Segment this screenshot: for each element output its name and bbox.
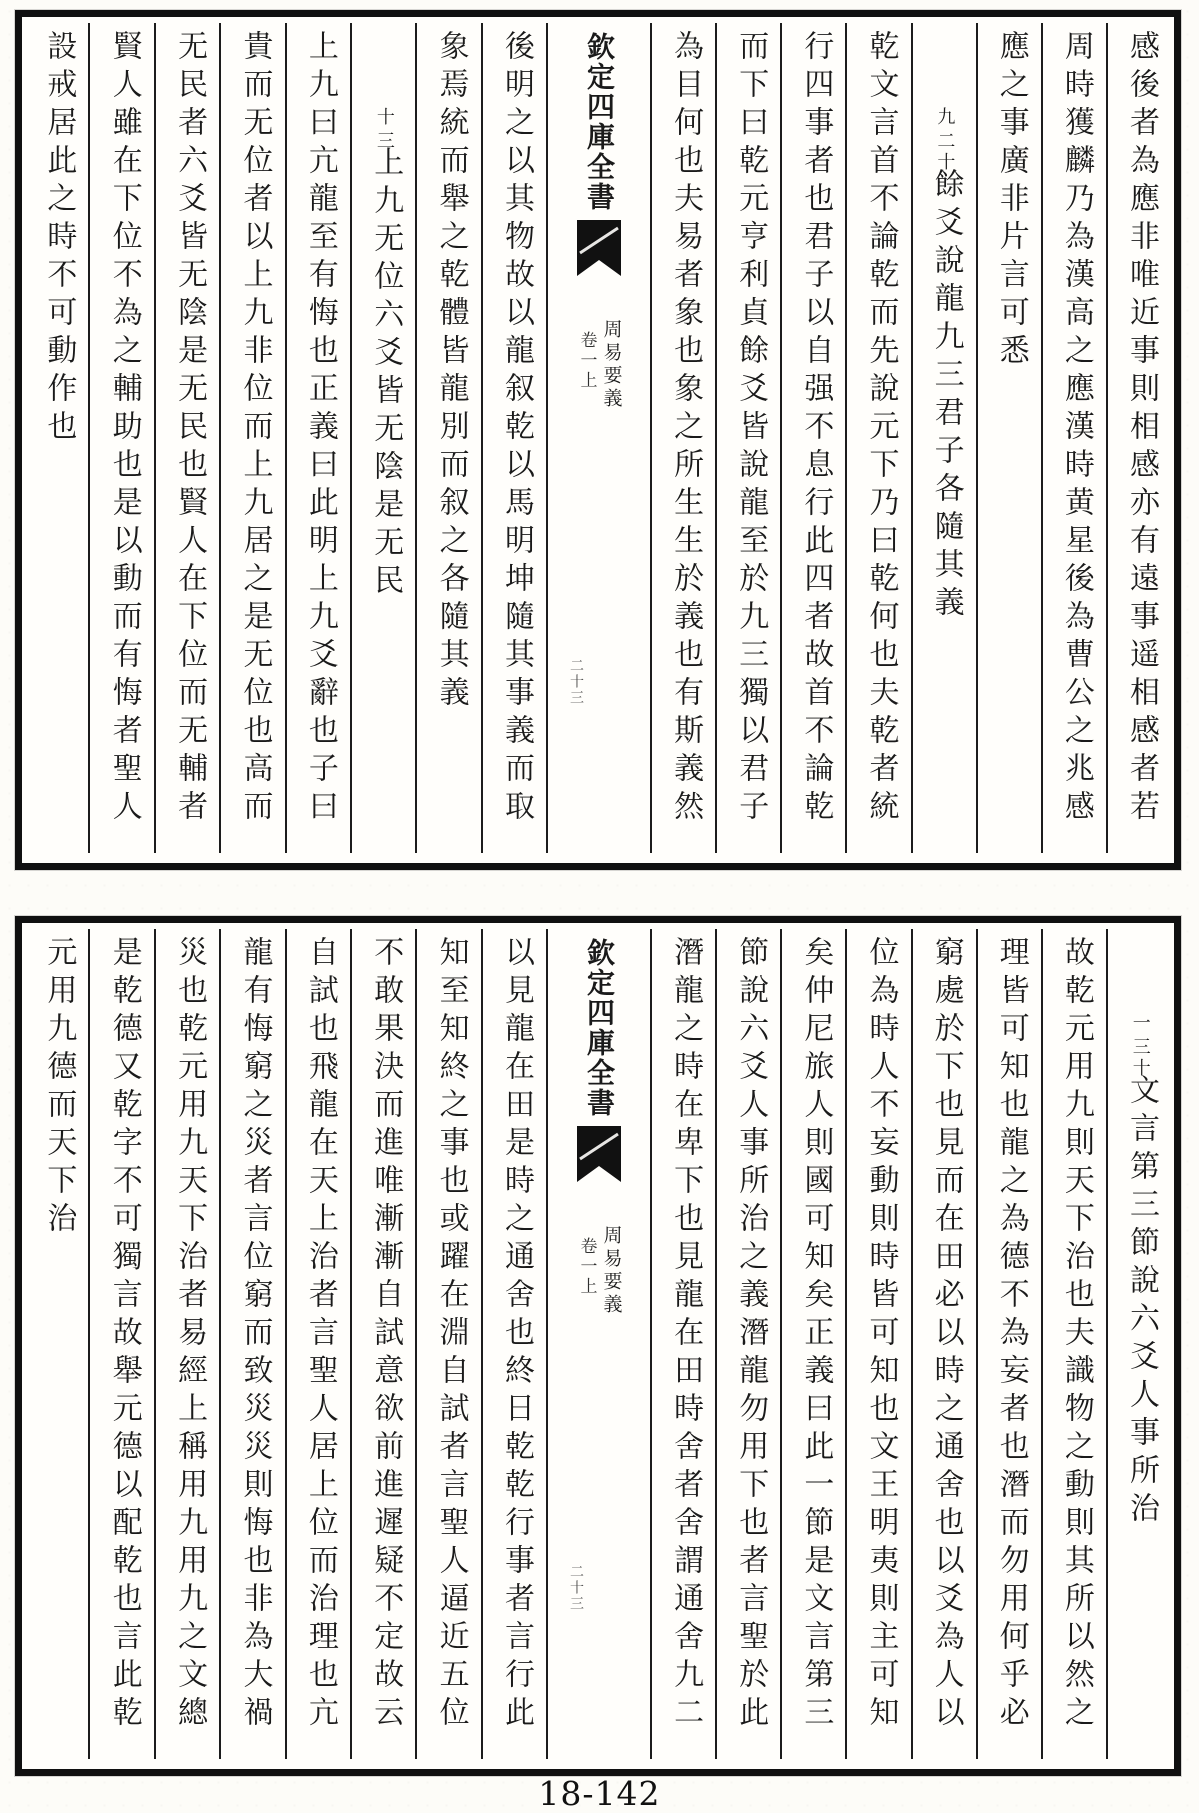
column-text: 感後者為應非唯近事則相感亦有遠事遥相感者若 [1124, 30, 1159, 828]
column-text: 知至知終之事也或躍在淵自試者言聖人逼近五位 [433, 936, 469, 1734]
column-text: 象焉統而舉之乾體皆龍別而叙之各隨其義 [433, 30, 469, 714]
column-text: 餘爻說龍九三君子各隨其義 [928, 168, 964, 624]
text-column [285, 23, 350, 853]
text-column [1106, 929, 1171, 1759]
column-text: 是乾德又乾字不可獨言故舉元德以配乾也言此乾 [106, 936, 142, 1734]
column-text: 為目何也夫易者象也象之所生生於義也有斯義然 [668, 30, 704, 828]
work-title: 周易要義 [600, 1225, 623, 1317]
column-area [22, 17, 1174, 863]
column-text: 故乾元用九則天下治也夫識物之動則其所以然之 [1058, 936, 1094, 1734]
column-area [22, 923, 1174, 1769]
column-text: 无民者六爻皆无陰是无民也賢人在下位而无輔者 [172, 30, 208, 828]
column-text: 窮處於下也見而在田必以時之通舍也以爻為人以 [928, 936, 964, 1734]
text-block-bottom [15, 916, 1181, 1776]
text-column [88, 929, 153, 1759]
column-text: 矣仲尼旅人則國可知矣正義曰此一節是文言第三 [798, 936, 834, 1734]
column-text: 上九曰亢龍至有悔也正義曰此明上九爻辭也子曰 [302, 30, 338, 828]
column-text: 應之事廣非片言可悉 [993, 30, 1029, 372]
text-column [976, 929, 1041, 1759]
text-column [219, 23, 284, 853]
section-number: 三十 一 [1129, 1013, 1151, 1079]
column-text: 龍有悔窮之災者言位窮而致災災則悔也非為大禍 [237, 936, 273, 1734]
text-column [715, 23, 780, 853]
fishtail-mark-icon [576, 1125, 622, 1183]
column-text: 行四事者也君子以自强不息行此四者故首不論乾 [798, 30, 834, 828]
text-column [219, 929, 284, 1759]
text-column [285, 929, 350, 1759]
column-text: 理皆可知也龍之為德不為妄者也潛而勿用何乎必 [993, 936, 1029, 1734]
chapter-label: 卷一上 [576, 1237, 597, 1297]
text-column [845, 23, 910, 853]
column-text: 設戒居此之時不可動作也 [41, 30, 77, 448]
column-text: 而下曰乾元亨利貞餘爻皆說龍至於九三獨以君子 [733, 30, 769, 828]
column-text: 自試也飛龍在天上治者言聖人居上位而治理也亢 [302, 936, 338, 1734]
text-column [1041, 23, 1106, 853]
column-text: 元用九德而天下治 [41, 936, 77, 1240]
running-title [578, 1225, 621, 1317]
text-column [845, 929, 910, 1759]
folio-number: 二十三 [568, 657, 584, 706]
folio-number: 二十三 [568, 1563, 584, 1612]
text-column [350, 929, 415, 1759]
text-column [650, 929, 715, 1759]
column-text: 乾文言首不論乾而先說元下乃曰乾何也夫乾者統 [863, 30, 899, 828]
left-column-group [25, 929, 546, 1759]
text-column [350, 23, 415, 853]
text-block-top [15, 10, 1181, 870]
text-column [25, 929, 88, 1759]
running-title [578, 319, 621, 411]
text-column [154, 929, 219, 1759]
text-column [25, 23, 88, 853]
text-column [154, 23, 219, 853]
column-text: 上九无位六爻皆无陰是无民 [368, 146, 404, 602]
column-text: 以見龍在田是時之通舍也終日乾乾行事者言行此 [499, 936, 534, 1734]
text-column [415, 929, 480, 1759]
right-column-group [650, 929, 1171, 1759]
text-column [976, 23, 1041, 853]
text-column [911, 23, 976, 853]
text-column [650, 23, 715, 853]
text-column [911, 929, 976, 1759]
column-text: 文言第三節說六爻人事所治 [1124, 1074, 1159, 1530]
text-column [1041, 929, 1106, 1759]
chapter-label: 卷一上 [576, 331, 597, 391]
text-column [780, 23, 845, 853]
fishtail-mark-icon [576, 219, 622, 277]
work-title: 周易要義 [600, 319, 623, 411]
series-title: 欽定四庫全書 [583, 938, 616, 1118]
section-number: 二十 九 [934, 107, 956, 173]
text-column [481, 23, 546, 853]
series-title-column [546, 23, 650, 853]
column-text: 周時獲麟乃為漢高之應漢時黄星後為曹公之兆感 [1058, 30, 1094, 828]
series-title-column [546, 929, 650, 1759]
left-column-group [25, 23, 546, 853]
right-column-group [650, 23, 1171, 853]
section-number: 三 十 [373, 107, 395, 152]
column-text: 後明之以其物故以龍叙乾以馬明坤隨其事義而取 [499, 30, 534, 828]
column-text: 位為時人不妄動則時皆可知也文王明夷則主可知 [863, 936, 899, 1734]
column-text: 不敢果決而進唯漸漸自試意欲前進遲疑不定故云 [368, 936, 404, 1734]
series-title: 欽定四庫全書 [583, 32, 616, 212]
column-text: 潛龍之時在卑下也見龍在田時舍者舍謂通舍九二 [668, 936, 704, 1734]
column-text: 賢人雖在下位不為之輔助也是以動而有悔者聖人 [106, 30, 142, 828]
page-number: 18-142 [538, 1774, 661, 1813]
text-column [88, 23, 153, 853]
column-text: 災也乾元用九天下治者易經上稱用九用九之文總 [172, 936, 208, 1734]
column-text: 貴而无位者以上九非位而上九居之是无位也高而 [237, 30, 273, 828]
text-column [481, 929, 546, 1759]
text-column [780, 929, 845, 1759]
column-text: 節說六爻人事所治之義潛龍勿用下也者言聖於此 [733, 936, 769, 1734]
text-column [415, 23, 480, 853]
text-column [1106, 23, 1171, 853]
text-column [715, 929, 780, 1759]
